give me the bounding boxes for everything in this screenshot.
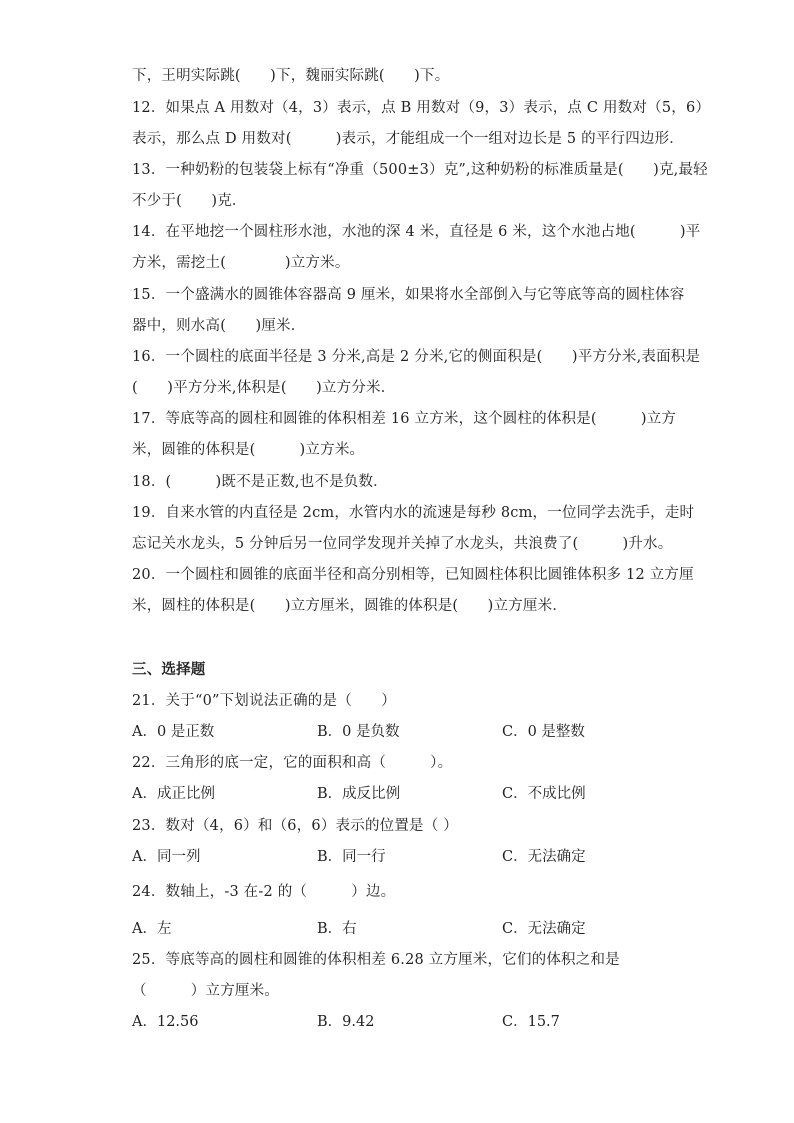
q25-line-2: （ ）立方厘米。: [132, 983, 279, 999]
q25-option-c: C．15.7: [502, 1014, 560, 1030]
q22-option-a: A．成正比例: [132, 786, 215, 802]
q17-line-1: 17．等底等高的圆柱和圆锥的体积相差 16 立方米，这个圆柱的体积是( )立方: [132, 411, 677, 427]
q19-line-1: 19．自来水管的内直径是 2cm，水管内水的流速是每秒 8cm，一位同学去洗手，走时: [132, 505, 695, 521]
q23-option-b: B．同一行: [317, 849, 386, 865]
q14-line-2: 方米，需挖土( )立方米。: [132, 255, 350, 271]
q11-line-2: 下，王明实际跳( )下，魏丽实际跳( )下。: [132, 68, 450, 84]
q22-option-c: C．不成比例: [502, 786, 586, 802]
q20-line-2: 米，圆柱的体积是( )立方厘米，圆锥的体积是( )立方厘米．: [132, 598, 568, 614]
q17-line-2: 米，圆锥的体积是( )立方米。: [132, 442, 365, 458]
q12-line-2: 表示，那么点 D 用数对( )表示，才能组成一个一组对边长是 5 的平行四边形．: [132, 131, 684, 147]
q15-line-2: 器中，则水高( )厘米．: [132, 318, 306, 334]
q24-option-a: A．左: [132, 921, 172, 937]
q25-line-1: 25．等底等高的圆柱和圆锥的体积相差 6.28 立方厘米，它们的体积之和是: [132, 952, 620, 968]
q21-option-a: A．0 是正数: [132, 724, 215, 740]
section-title: 三、选择题: [132, 662, 206, 678]
q24-stem: 24．数轴上，-3 在-2 的（ ）边。: [132, 884, 396, 900]
q15-line-1: 15．一个盛满水的圆锥体容器高 9 厘米，如果将水全部倒入与它等底等高的圆柱体容: [132, 287, 685, 303]
q18-line-1: 18．( )既不是正数,也不是负数．: [132, 474, 388, 490]
q13-line-2: 不少于( )克．: [132, 193, 247, 209]
q14-line-1: 14．在平地挖一个圆柱形水池，水池的深 4 米，直径是 6 米，这个水池占地( )平: [132, 224, 701, 240]
q12-line-1: 12．如果点 A 用数对（4，3）表示，点 B 用数对（9，3）表示，点 C 用数对（5，6）: [132, 100, 711, 116]
q16-line-2: ( )平方分米,体积是( )立方分米．: [132, 380, 396, 396]
q23-option-a: A．同一列: [132, 849, 201, 865]
q21-option-c: C．0 是整数: [502, 724, 585, 740]
q23-option-c: C．无法确定: [502, 849, 586, 865]
q22-option-b: B．成反比例: [317, 786, 401, 802]
q16-line-1: 16．一个圆柱的底面半径是 3 分米,高是 2 分米,它的侧面积是( )平方分米,表面积是: [132, 349, 701, 365]
q25-option-a: A．12.56: [132, 1014, 199, 1030]
q22-stem: 22．三角形的底一定，它的面积和高（ ）。: [132, 755, 453, 771]
q19-line-2: 忘记关水龙头，5 分钟后另一位同学发现并关掉了水龙头，共浪费了( )升水。: [132, 536, 673, 552]
q13-line-1: 13．一种奶粉的包装袋上标有“净重（500±3）克”,这种奶粉的标准质量是( )克,最轻: [132, 162, 708, 178]
q24-option-c: C．无法确定: [502, 921, 586, 937]
q25-option-b: B．9.42: [317, 1014, 375, 1030]
q24-option-b: B．右: [317, 921, 357, 937]
q21-option-b: B．0 是负数: [317, 724, 400, 740]
q23-stem: 23．数对（4，6）和（6，6）表示的位置是（ ）: [132, 818, 458, 834]
q21-stem: 21．关于“0”下划说法正确的是（ ）: [132, 693, 397, 709]
q20-line-1: 20．一个圆柱和圆锥的底面半径和高分别相等，已知圆柱体积比圆锥体积多 12 立方厘: [132, 567, 694, 583]
